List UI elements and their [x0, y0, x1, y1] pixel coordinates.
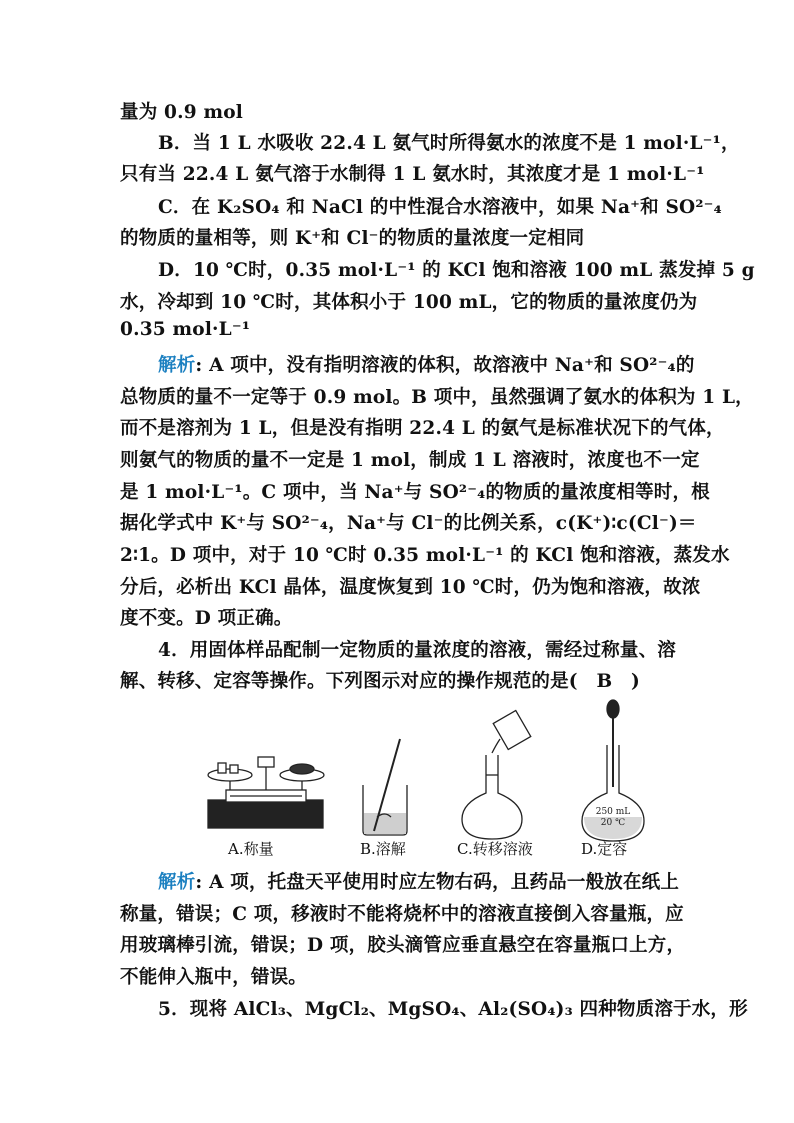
caption-b: B.溶解	[360, 840, 406, 858]
analysis-1-line: 是 1 mol·L⁻¹。C 项中，当 Na⁺与 SO²⁻₄的物质的量浓度相等时，根	[120, 482, 710, 503]
option-b-line-1: B．当 1 L 水吸收 22.4 L 氨气时所得氨水的浓度不是 1 mol·L⁻¹，	[158, 133, 740, 154]
question-4-line-1: 4．用固体样品配制一定物质的量浓度的溶液，需经过称量、溶	[158, 640, 676, 661]
option-c-line-1: C．在 K₂SO₄ 和 NaCl 的中性混合水溶液中，如果 Na⁺和 SO²⁻₄	[158, 197, 722, 218]
caption-d: D.定容	[581, 840, 628, 858]
analysis-1-text: : A 项中，没有指明溶液的体积，故溶液中 Na⁺和 SO²⁻₄的	[195, 355, 695, 376]
analysis-1-line: 分后，必析出 KCl 晶体，温度恢复到 10 ℃时，仍为饱和溶液，故浓	[120, 577, 701, 598]
option-b-line-2: 只有当 22.4 L 氨气溶于水制得 1 L 氨水时，其浓度才是 1 mol·L⁻¹	[120, 164, 705, 185]
analysis-2-line: 称量，错误；C 项，移液时不能将烧杯中的溶液直接倒入容量瓶，应	[120, 904, 684, 925]
beaker-illustration	[363, 739, 407, 835]
option-c-line-2: 的物质的量相等，则 K⁺和 Cl⁻的物质的量浓度一定相同	[120, 228, 585, 249]
question-4-line-2: 解、转移、定容等操作。下列图示对应的操作规范的是( B )	[120, 671, 640, 692]
analysis-2-text: : A 项，托盘天平使用时应左物右码，且药品一般放在纸上	[195, 872, 680, 893]
flask-pour-illustration	[462, 711, 531, 839]
analysis-1-line: 据化学式中 K⁺与 SO²⁻₄，Na⁺与 Cl⁻的比例关系，c(K⁺)∶c(Cl⁻)＝	[120, 513, 697, 534]
analysis-2-first-line	[158, 868, 679, 894]
flask-volume-label: 250 mL	[595, 807, 631, 817]
option-d-line-3: 0.35 mol·L⁻¹	[120, 319, 251, 340]
text-line-1: 量为 0.9 mol	[120, 102, 244, 123]
analysis-2-line: 用玻璃棒引流，错误；D 项，胶头滴管应垂直悬空在容量瓶口上方，	[120, 935, 686, 956]
caption-c: C.转移溶液	[457, 840, 533, 858]
lab-operations-figure	[200, 695, 680, 860]
analysis-1-line: 则氨气的物质的量不一定是 1 mol，制成 1 L 溶液时，浓度也不一定	[120, 450, 700, 471]
analysis-1-line: 度不变。D 项正确。	[120, 608, 293, 629]
option-d-line-2: 水，冷却到 10 ℃时，其体积小于 100 mL，它的物质的量浓度仍为	[120, 292, 698, 313]
analysis-label: 解析	[158, 355, 196, 376]
analysis-1-line: 2∶1。D 项中，对于 10 ℃时 0.35 mol·L⁻¹ 的 KCl 饱和溶液，蒸发水	[120, 545, 730, 566]
question-5-line-1: 5．现将 AlCl₃、MgCl₂、MgSO₄、Al₂(SO₄)₃ 四种物质溶于水，形	[158, 999, 748, 1020]
option-d-line-1: D．10 ℃时，0.35 mol·L⁻¹ 的 KCl 饱和溶液 100 mL 蒸发掉 5 g	[158, 260, 755, 281]
flask-dropper-illustration	[582, 700, 644, 841]
analysis-1-line: 总物质的量不一定等于 0.9 mol。B 项中，虽然强调了氨水的体积为 1 L，	[120, 387, 754, 408]
caption-a: A.称量	[228, 840, 274, 858]
analysis-label: 解析	[158, 872, 196, 893]
balance-illustration	[208, 757, 324, 828]
analysis-1-first-line	[158, 351, 695, 377]
analysis-2-line: 不能伸入瓶中，错误。	[120, 967, 308, 988]
analysis-1-line: 而不是溶剂为 1 L，但是没有指明 22.4 L 的氨气是标准状况下的气体，	[120, 418, 725, 439]
flask-temp-label: 20 ℃	[600, 818, 626, 828]
